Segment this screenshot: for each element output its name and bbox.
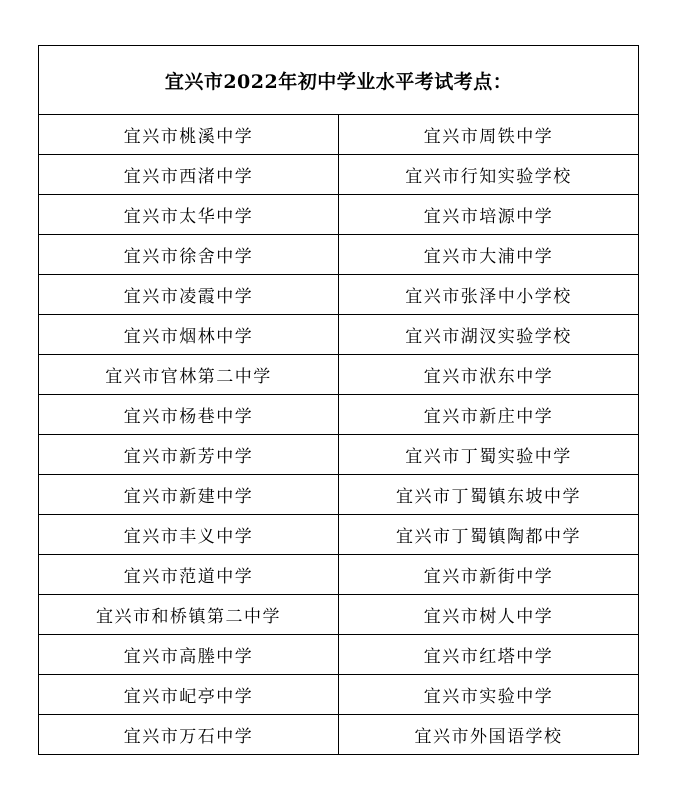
table-row (39, 555, 639, 595)
table-row (39, 675, 639, 715)
table-title: 宜兴市2022年初中学业水平考试考点： (39, 46, 639, 115)
table-row (39, 235, 639, 275)
table-row (39, 155, 639, 195)
table-row (39, 475, 639, 515)
exam-sites-table (38, 45, 639, 755)
school-cell-right: 宜兴市培源中学 (339, 195, 639, 235)
school-cell-left: 宜兴市桃溪中学 (39, 115, 339, 155)
table-row (39, 115, 639, 155)
school-cell-left: 宜兴市丰义中学 (39, 515, 339, 555)
school-cell-left: 宜兴市太华中学 (39, 195, 339, 235)
school-cell-left: 宜兴市新芳中学 (39, 435, 339, 475)
school-cell-right: 宜兴市周铁中学 (339, 115, 639, 155)
school-cell-right: 宜兴市新街中学 (339, 555, 639, 595)
school-cell-left: 宜兴市万石中学 (39, 715, 339, 755)
table-row (39, 195, 639, 235)
school-cell-left: 宜兴市官林第二中学 (39, 355, 339, 395)
school-cell-left: 宜兴市西渚中学 (39, 155, 339, 195)
school-cell-right: 宜兴市外国语学校 (339, 715, 639, 755)
school-cell-right: 宜兴市丁蜀镇东坡中学 (339, 475, 639, 515)
school-cell-left: 宜兴市杨巷中学 (39, 395, 339, 435)
school-cell-left: 宜兴市和桥镇第二中学 (39, 595, 339, 635)
school-cell-right: 宜兴市行知实验学校 (339, 155, 639, 195)
school-cell-right: 宜兴市丁蜀实验中学 (339, 435, 639, 475)
school-cell-right: 宜兴市湖汊实验学校 (339, 315, 639, 355)
school-cell-right: 宜兴市洑东中学 (339, 355, 639, 395)
exam-sites-table-container (38, 45, 638, 755)
table-row (39, 595, 639, 635)
table-row (39, 355, 639, 395)
school-cell-right: 宜兴市大浦中学 (339, 235, 639, 275)
school-cell-left: 宜兴市新建中学 (39, 475, 339, 515)
school-cell-left: 宜兴市烟林中学 (39, 315, 339, 355)
table-row (39, 515, 639, 555)
school-cell-right: 宜兴市实验中学 (339, 675, 639, 715)
table-row (39, 435, 639, 475)
table-row (39, 275, 639, 315)
school-cell-left: 宜兴市凌霞中学 (39, 275, 339, 315)
table-row (39, 715, 639, 755)
school-cell-left: 宜兴市徐舍中学 (39, 235, 339, 275)
school-cell-right: 宜兴市张泽中小学校 (339, 275, 639, 315)
table-row (39, 315, 639, 355)
school-cell-right: 宜兴市红塔中学 (339, 635, 639, 675)
school-cell-left: 宜兴市高塍中学 (39, 635, 339, 675)
title-row (39, 46, 639, 115)
school-cell-right: 宜兴市丁蜀镇陶都中学 (339, 515, 639, 555)
table-row (39, 635, 639, 675)
school-cell-left: 宜兴市屺亭中学 (39, 675, 339, 715)
school-cell-right: 宜兴市新庄中学 (339, 395, 639, 435)
table-row (39, 395, 639, 435)
school-cell-right: 宜兴市树人中学 (339, 595, 639, 635)
school-cell-left: 宜兴市范道中学 (39, 555, 339, 595)
